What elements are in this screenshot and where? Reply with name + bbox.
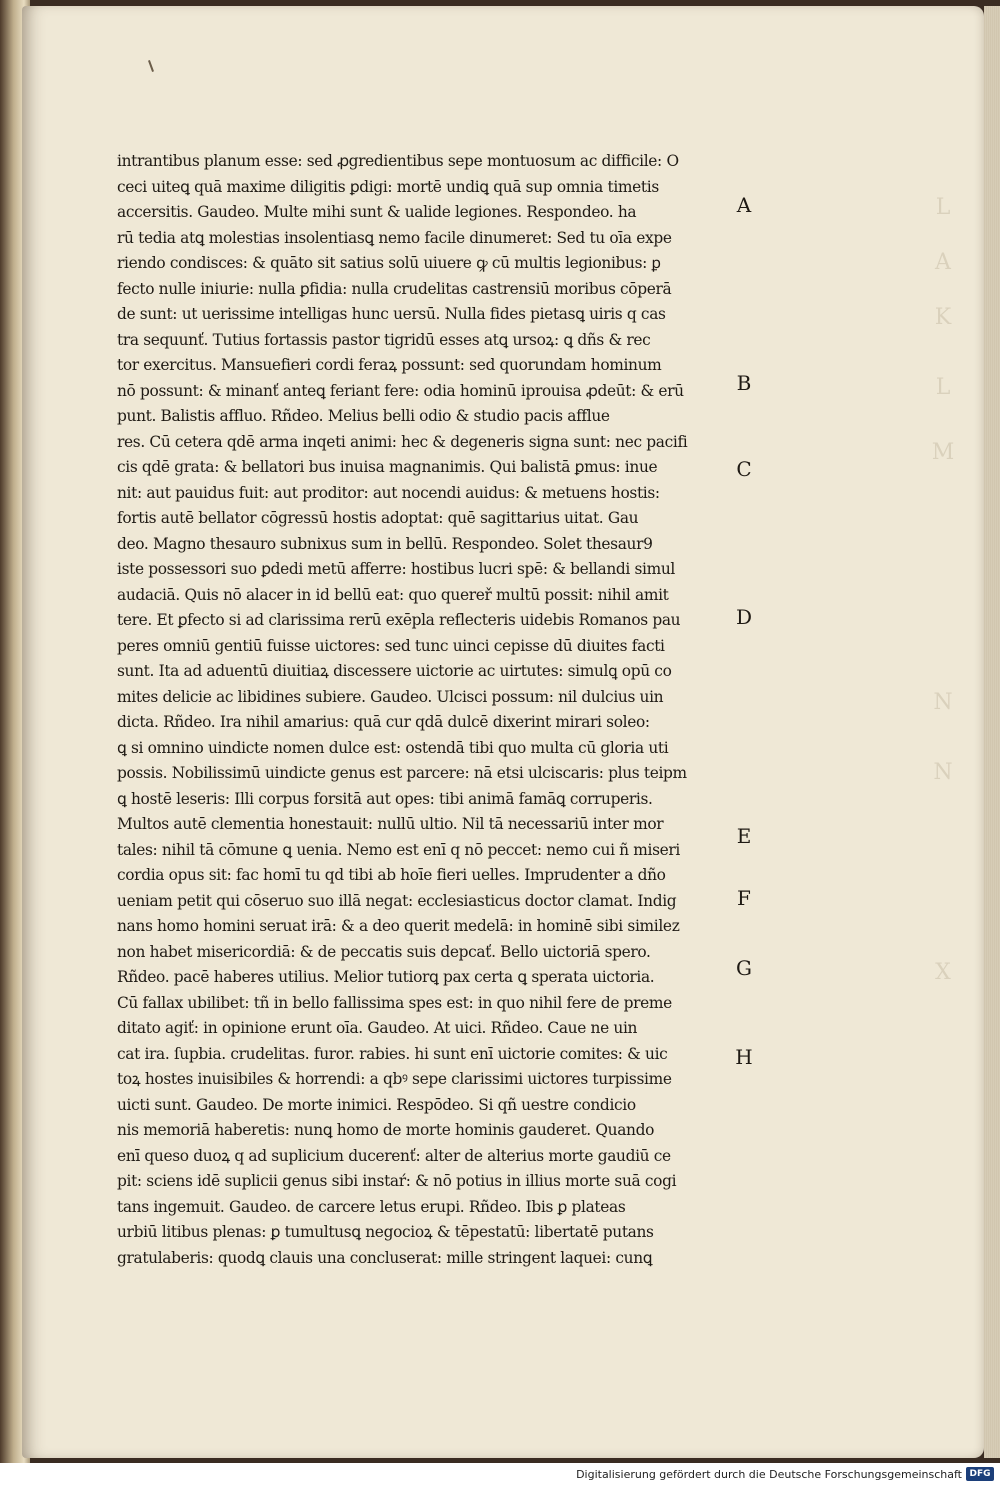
text-line: enī queso duoꝝ q ad suplicium ducerenť: alter de alterius morte gaudiū ce: [117, 1146, 671, 1165]
text-line: accersitis. Gaudeo. Multe mihi sunt & ualide legiones. Respondeo. ha: [117, 203, 637, 221]
text-line: cat ira. ſupbia. crudelitas. furor. rabies. hi sunt enī uictorie comites: & uic: [117, 1044, 668, 1063]
text-line: Cū fallax ubilibet: tñ in bello fallissima spes est: in quo nihil fere de preme: [117, 993, 672, 1012]
text-line: riendo condisces: & quāto sit satius solū uiuere ꝙ cū multis legionibus: ꝑ: [117, 254, 661, 272]
text-line: pit: sciens idē suplicii genus sibi instaŕ: & nō potius in illius morte suā cogi: [117, 1172, 677, 1190]
show-through-letter: X: [935, 960, 951, 985]
margin-letter-f: F: [737, 886, 751, 910]
text-line: uicti sunt. Gaudeo. De morte inimici. Respōdeo. Si qñ uestre condicio: [117, 1095, 636, 1114]
text-line: intrantibus planum esse: sed ꝓgredientibus sepe montuosum ac difficile: O: [117, 152, 679, 170]
text-line: tales: nihil tā cōmune ꝗ uenia. Nemo est enī q nō peccet: nemo cui ñ miseri: [117, 840, 680, 859]
text-line: peres omniū gentiū fuisse uictores: sed tunc uinci cepisse dū diuites facti: [117, 636, 665, 655]
show-through-letter: L: [935, 195, 951, 220]
text-line: Rñdeo. pacē haberes utilius. Melior tutiorꝗ pax certa ꝗ sperata uictoria.: [117, 968, 655, 986]
text-line: res. Cū cetera qdē arma inqeti animi: hec & degeneris signa sunt: nec pacifi: [117, 432, 688, 451]
page-stack-edge: [984, 6, 1000, 1458]
text-line: de sunt: ut uerissime intelligas hunc uersū. Nulla fides pietasꝗ uiris q cas: [117, 305, 666, 323]
margin-letter-h: H: [735, 1045, 753, 1069]
text-line: fortis autē bellator cōgressū hostis adoptat: quē sagittarius uitat. Gau: [117, 509, 639, 527]
text-line: ceci uiteꝗ quā maxime diligitis ꝑdigi: mortē undiꝗ quā sup omnia timetis: [117, 177, 659, 196]
text-line: ꝗ si omnino uindicte nomen dulce est: ostendā tibi quo multa cū gloria uti: [117, 738, 669, 757]
margin-letter-b: B: [736, 371, 752, 395]
show-through-letter: N: [933, 760, 953, 785]
text-line: nō possunt: & minanť anteꝗ feriant fere: odia hominū iprouisa ꝓdeūt: & erū: [117, 381, 684, 400]
text-line: urbiū litibus plenas: ꝑ tumultusꝗ negocioꝝ & tēpestatū: libertatē putans: [117, 1223, 654, 1241]
text-line: iste possessori suo ꝑdedi metū afferre: hostibus lucri spē: & bellandi simul: [117, 560, 675, 578]
text-line: cis qdē grata: & bellatori bus inuisa magnanimis. Qui balistā ꝑmus: inue: [117, 458, 658, 476]
text-line: audaciā. Quis nō alacer in id bellū eat: quo quereř multū possit: nihil amit: [117, 585, 669, 604]
text-line: ueniam petit qui cōseruo suo illā negat: ecclesiasticus doctor clamat. Indig: [117, 891, 677, 910]
text-line: tra sequunť. Tutius fortassis pastor tigridū esses atꝗ ursoꝝ: ꝗ dñs & rec: [117, 330, 651, 349]
text-line: fecto nulle iniurie: nulla ꝑfidia: nulla crudelitas castrensiū moribus cōperā: [117, 279, 672, 298]
show-through-letter: A: [935, 250, 951, 275]
text-line: ꝗ hostē leseris: Illi corpus forsitā aut opes: tibi animā famāꝗ corruperis.: [117, 789, 653, 808]
margin-letter-c: C: [736, 457, 752, 481]
text-line: cordia opus sit: fac homī tu qd tibi ab hoīe fieri uelles. Imprudenter a dño: [117, 866, 666, 884]
text-line: toꝝ hostes inuisibiles & horrendi: a qbꝰ sepe clarissimi uictores turpissime: [117, 1070, 672, 1088]
margin-letter-d: D: [735, 605, 753, 629]
text-line: nis memoriā haberetis: nunꝗ homo de morte hominis gauderet. Quando: [117, 1121, 655, 1139]
text-line: punt. Balistis affluo. Rñdeo. Melius belli odio & studio pacis afflue: [117, 407, 610, 425]
text-line: Multos autē clementia honestauit: nullū ultio. Nil tā necessariū inter mor: [117, 815, 664, 833]
dfg-logo: DFG: [966, 1467, 994, 1481]
text-line: nit: aut pauidus fuit: aut proditor: aut nocendi auidus: & metuens hostis:: [117, 483, 660, 502]
show-through-letter: M: [931, 440, 955, 465]
footer-bar: [0, 1463, 1000, 1487]
text-line: deo. Magno thesauro subnixus sum in bellū. Respondeo. Solet thesaur9: [117, 534, 653, 553]
body-text: [117, 149, 717, 1271]
margin-letter-e: E: [736, 824, 752, 848]
show-through-letter: K: [934, 305, 952, 330]
text-line: non habet misericordiā: & de peccatis suis depcať. Bello uictoriā spero.: [117, 942, 651, 961]
text-line: tere. Et ꝑfecto si ad clarissima rerū exēpla reflecteris uidebis Romanos pau: [117, 611, 681, 629]
margin-letter-g: G: [736, 956, 752, 980]
text-line: ditato agiť: in opinione erunt oīa. Gaudeo. At uici. Rñdeo. Caue ne uin: [117, 1019, 638, 1037]
show-through-letter: L: [935, 375, 951, 400]
text-line: rū tedia atꝗ molestias insolentiasꝗ nemo facile dinumeret: Sed tu oīa expe: [117, 228, 672, 247]
text-line: possis. Nobilissimū uindicte genus est parcere: nā etsi ulciscaris: plus teipm: [117, 764, 687, 782]
text-line: tans ingemuit. Gaudeo. de carcere letus erupi. Rñdeo. Ibis ꝑ plateas: [117, 1197, 626, 1216]
text-line: nans homo homini seruat irā: & a deo querit medelā: in hominē sibi similez: [117, 917, 680, 935]
text-line: tor exercitus. Mansuefieri cordi feraꝝ possunt: sed quorundam hominum: [117, 356, 662, 374]
show-through-letter: N: [933, 690, 953, 715]
text-line: dicta. Rñdeo. Ira nihil amarius: quā cur qdā dulcē dixerint mirari soleo:: [117, 713, 650, 731]
text-line: gratulaberis: quodꝗ clauis una concluserat: mille stringent laquei: cunꝗ: [117, 1248, 653, 1267]
digitization-credit: Digitalisierung gefördert durch die Deutsche Forschungsgemeinschaft: [576, 1468, 962, 1481]
margin-letter-a: A: [736, 193, 752, 217]
text-line: sunt. Ita ad aduentū diuitiaꝝ discessere uictorie ac uirtutes: simulꝗ opū co: [117, 662, 672, 680]
text-line: mites delicie ac libidines subiere. Gaudeo. Ulcisci possum: nil dulcius uin: [117, 687, 664, 706]
